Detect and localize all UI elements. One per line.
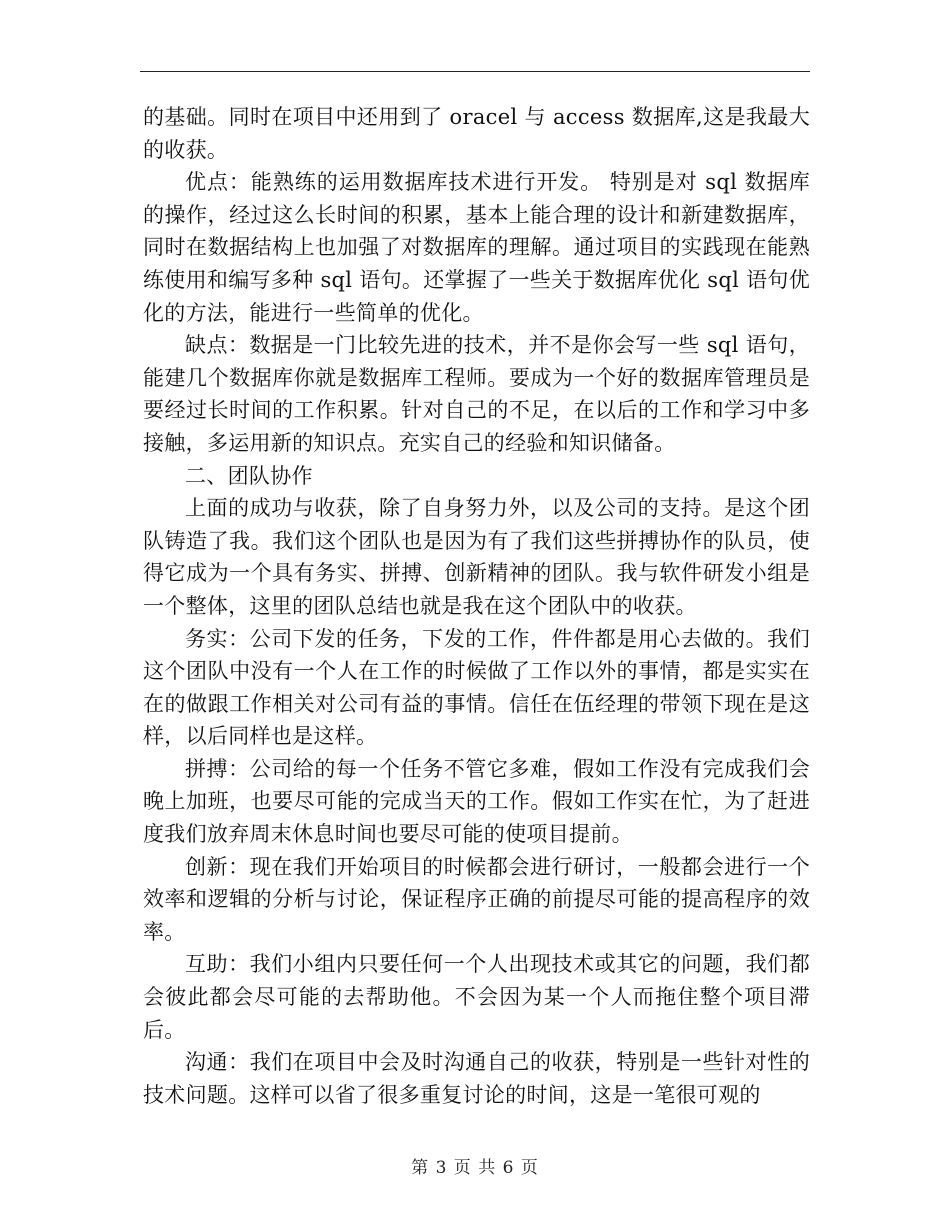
paragraph-innovation: 创新：现在我们开始项目的时候都会进行研讨，一般都会进行一个效率和逻辑的分析与讨论，保证程序正确的前提尽可能的提高程序的效率。 <box>143 854 810 944</box>
header-divider <box>140 71 810 72</box>
paragraph-communication: 沟通：我们在项目中会及时沟通自己的收获，特别是一些针对性的技术问题。这样可以省了很多重复讨论的时间，这是一笔很可观的 <box>143 1050 810 1107</box>
paragraph-strengths: 优点：能熟练的运用数据库技术进行开发。 特别是对 sql 数据库的操作，经过这么长时间的积累，基本上能合理的设计和新建数据库，同时在数据结构上也加强了对数据库的理解。通过项目的实践现在能熟练使用和编写多种 sql 语句。还掌握了一些关于数据库优化 sql 语句优化的方法，能进行一些简单的优化。 <box>143 170 810 325</box>
section-heading-teamwork: 二、团队协作 <box>185 463 313 488</box>
paragraph-mutual-help: 互助：我们小组内只要任何一个人出现技术或其它的问题，我们都会彼此都会尽可能的去帮助他。不会因为某一个人而拖住整个项目滞后。 <box>143 952 810 1042</box>
paragraph-weaknesses: 缺点：数据是一门比较先进的技术，并不是你会写一些 sql 语句，能建几个数据库你就是数据库工程师。要成为一个好的数据库管理员是要经过长时间的工作积累。针对自己的不足，在以后的工作和学习中多接触，多运用新的知识点。充实自己的经验和知识储备。 <box>143 333 810 455</box>
paragraph-striving: 拼搏：公司给的每一个任务不管它多难，假如工作没有完成我们会晚上加班，也要尽可能的完成当天的工作。假如工作实在忙，为了赶进度我们放弃周末休息时间也要尽可能的使项目提前。 <box>143 756 810 847</box>
paragraph-continuation: 的基础。同时在项目中还用到了 oracel 与 access 数据库,这是我最大的收获。 <box>143 105 810 162</box>
page-number: 第 3 页 共 6 页 <box>411 1158 539 1178</box>
paragraph-team-intro: 上面的成功与收获，除了自身努力外，以及公司的支持。是这个团队铸造了我。我们这个团队也是因为有了我们这些拼搏协作的队员，使得它成为一个具有务实、拼搏、创新精神的团队。我与软件研发小组是一个整体，这里的团队总结也就是我在这个团队中的收获。 <box>143 496 810 618</box>
paragraph-pragmatic: 务实：公司下发的任务，下发的工作，件件都是用心去做的。我们这个团队中没有一个人在工作的时候做了工作以外的事情，都是实实在在的做跟工作相关对公司有益的事情。信任在伍经理的带领下现在是这样，以后同样也是这样。 <box>143 626 810 749</box>
document-body <box>143 101 810 1111</box>
